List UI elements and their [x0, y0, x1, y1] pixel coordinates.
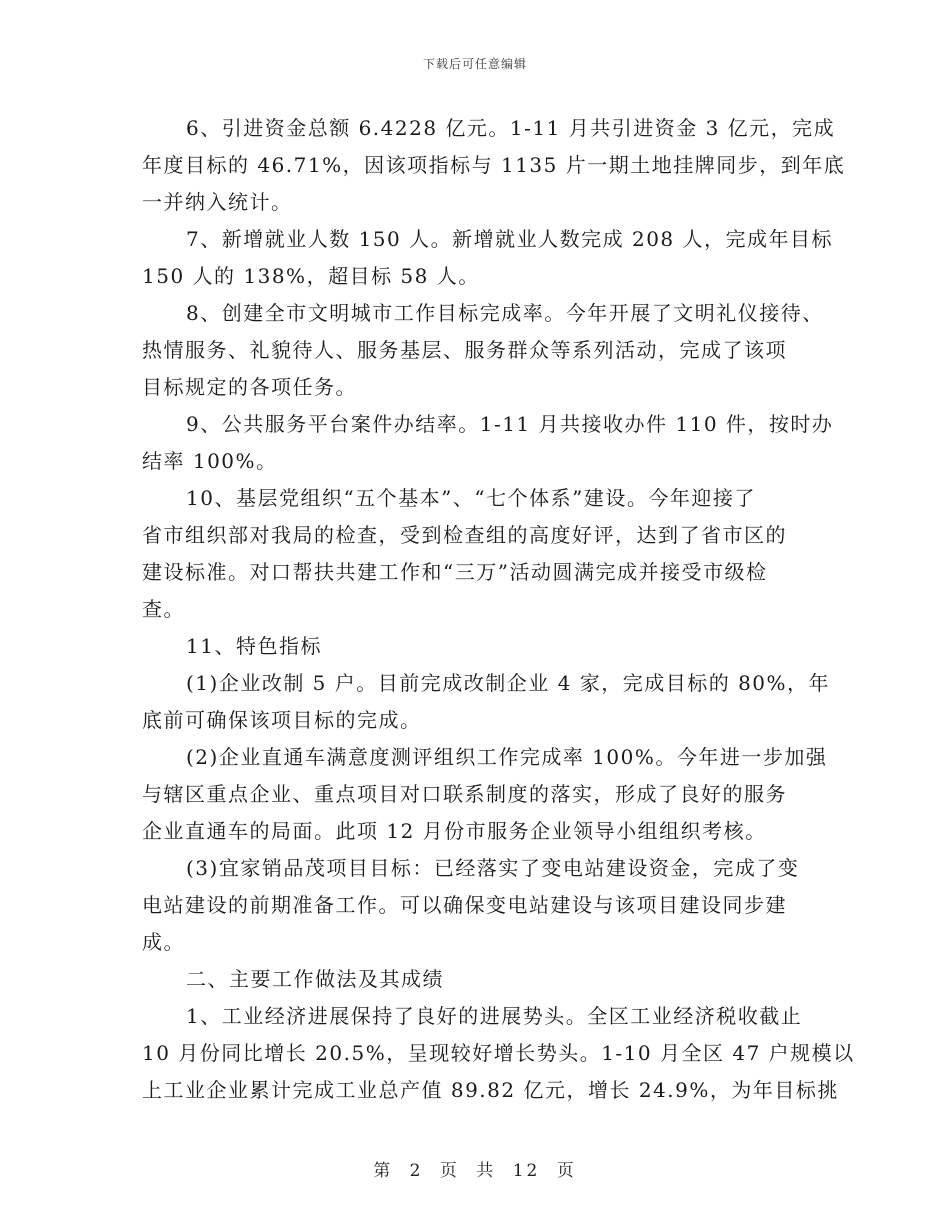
paragraph — [142, 739, 828, 850]
paragraph-line: 结率 100%。 — [142, 449, 278, 473]
paragraph — [142, 295, 824, 406]
page-header: 下载后可任意编辑 — [422, 57, 527, 71]
paragraph — [142, 406, 834, 480]
paragraph-line: 一并纳入统计。 — [142, 190, 293, 214]
paragraph-line: 6、引进资金总额 6.4228 亿元。1-11 月共引进资金 3 亿元，完成 — [186, 116, 836, 140]
paragraph-line: 1、工业经济进展保持了良好的进展势头。全区工业经济税收截止 — [186, 1004, 803, 1028]
paragraph-line: 年度目标的 46.71%，因该项指标与 1135 片一期土地挂牌同步，到年底 — [142, 153, 846, 177]
paragraph — [142, 221, 834, 295]
paragraph-line: 9、公共服务平台案件办结率。1-11 月共接收办件 110 件，按时办 — [186, 412, 834, 436]
paragraph-line: 热情服务、礼貌待人、服务基层、服务群众等系列活动，完成了该项 — [142, 338, 787, 362]
paragraph-line: 电站建设的前期准备工作。可以确保变电站建设与该项目建设同步建 — [142, 893, 787, 917]
paragraph — [142, 998, 855, 1109]
paragraph — [142, 961, 812, 998]
paragraph-line: 省市组织部对我局的检查，受到检查组的高度好评，达到了省市区的 — [142, 523, 787, 547]
paragraph — [142, 110, 846, 221]
paragraph-line: 上工业企业累计完成工业总产值 89.82 亿元，增长 24.9%，为年目标挑 — [142, 1078, 839, 1102]
paragraph-line: 成。 — [142, 930, 185, 954]
paragraph — [142, 850, 812, 961]
paragraph-line: 10 月份同比增长 20.5%，呈现较好增长势头。1-10 月全区 47 户规模以 — [142, 1041, 855, 1065]
paragraph-line: 与辖区重点企业、重点项目对口联系制度的落实，形成了良好的服务 — [142, 782, 787, 806]
paragraph-line: 查。 — [142, 597, 185, 621]
paragraph-line: 10、基层党组织“五个基本”、“七个体系”建设。今年迎接了 — [186, 486, 756, 510]
paragraph-line: (2)企业直通车满意度测评组织工作完成率 100%。今年进一步加强 — [186, 745, 828, 769]
paragraph-line: 目标规定的各项任务。 — [142, 375, 357, 399]
paragraph — [142, 480, 812, 628]
paragraph-line: 企业直通车的局面。此项 12 月份市服务企业领导小组组织考核。 — [142, 819, 767, 843]
paragraph-line: 150 人的 138%，超目标 58 人。 — [142, 264, 480, 288]
paragraph — [142, 628, 812, 665]
paragraph-line: 11、特色指标 — [186, 634, 322, 658]
paragraph-line: 底前可确保该项目标的完成。 — [142, 708, 422, 732]
page-footer: 第 2 页 共 12 页 — [373, 1161, 577, 1181]
paragraph-line: 8、创建全市文明城市工作目标完成率。今年开展了文明礼仪接待、 — [186, 301, 824, 325]
paragraph-line: 7、新增就业人数 150 人。新增就业人数完成 208 人，完成年目标 — [186, 227, 834, 251]
paragraph-line: (1)企业改制 5 户。目前完成改制企业 4 家，完成目标的 80%，年 — [186, 671, 831, 695]
paragraph-line: 建设标准。对口帮扶共建工作和“三万”活动圆满完成并接受市级检 — [142, 560, 768, 584]
paragraph-line: 二、主要工作做法及其成绩 — [186, 967, 444, 991]
document-body — [142, 110, 855, 1109]
paragraph — [142, 665, 831, 739]
paragraph-line: (3)宜家销品茂项目目标：已经落实了变电站建设资金，完成了变 — [186, 856, 800, 880]
